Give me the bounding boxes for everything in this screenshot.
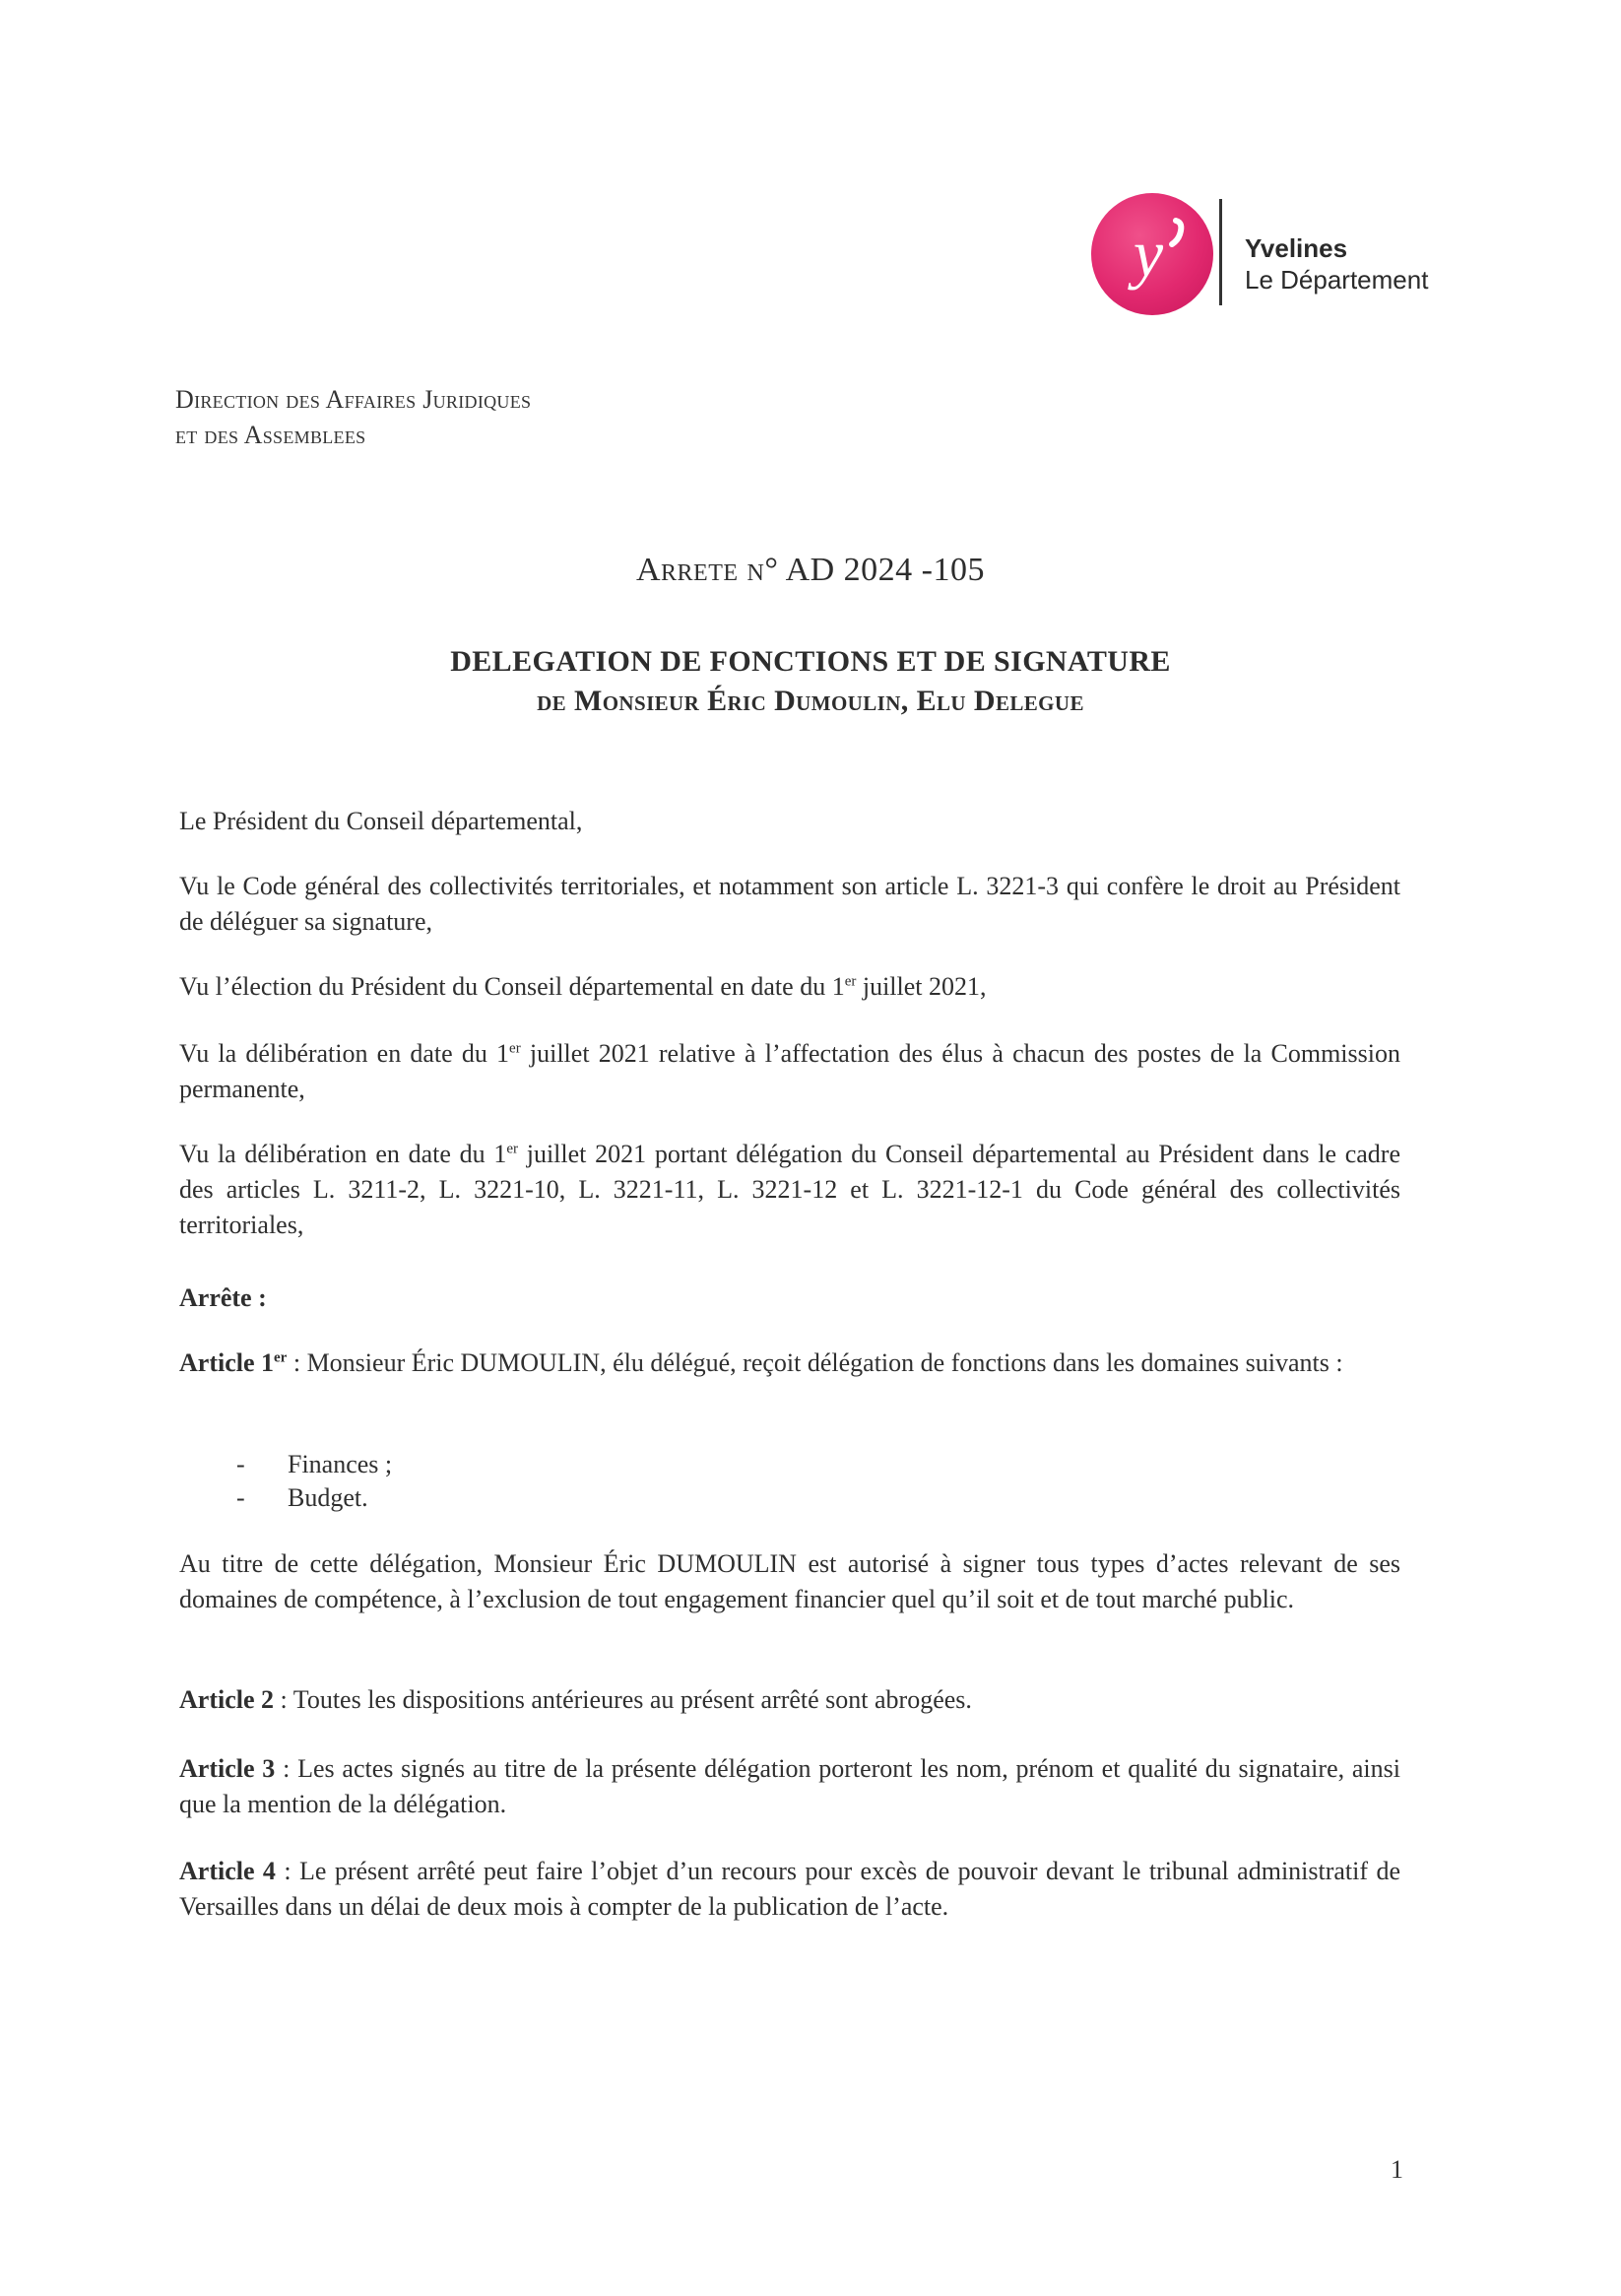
vu-paragraph-2: Vu l’élection du Président du Conseil départemental en date du 1er juillet 2021, [179,972,987,1001]
article-1: Article 1er : Monsieur Éric DUMOULIN, élu délégué, reçoit délégation de fonctions dans les domaines suivants : [179,1348,1343,1377]
article-2: Article 2 : Toutes les dispositions antérieures au présent arrêté sont abrogées. [179,1685,972,1714]
direction-line1: Direction des Affaires Juridiques [175,385,532,414]
subtitle-line1: DELEGATION DE FONCTIONS ET DE SIGNATURE [450,645,1171,678]
arrete-title: Arrete n° AD 2024 -105 [635,552,986,588]
yvelines-logo-mark-icon [1091,193,1213,315]
article-3-label: Article 3 [179,1754,276,1783]
yvelines-logo [1091,193,1446,311]
vu-paragraph-3: Vu la délibération en date du 1er juillet 2021 relative à l’affectation des élus à chacun des postes de la Commission permanente, [179,1039,1400,1103]
president-line: Le Président du Conseil départemental, [179,807,583,835]
svg-text:y: y [1133,216,1164,291]
logo-text [1245,232,1428,295]
list-item: - Budget. [236,1483,368,1512]
article-4: Article 4 : Le présent arrêté peut faire l’objet d’un recours pour excès de pouvoir devant le tribunal administratif de Versailles dans un délai de deux mois à compter de la publication de l’acte. [179,1857,1400,1921]
article-2-label: Article 2 [179,1685,275,1714]
article-4-label: Article 4 [179,1857,276,1885]
logo-name-line2: Le Département [1245,265,1429,295]
arrete-label: Arrête : [179,1283,267,1312]
list-item: - Finances ; [236,1450,393,1478]
logo-divider [1219,199,1222,305]
page-number: 1 [1391,2155,1403,2184]
direction-header [175,382,531,453]
vu-paragraph-4: Vu la délibération en date du 1er juillet 2021 portant délégation du Conseil départemental au Président dans le cadre des articles L. 3211-2, L. 3221-10, L. 3221-11, L. 3221-12 et L. 3221-12-1 du Code général des collectivités territoriales, [179,1140,1400,1239]
subtitle-line2: de Monsieur Éric Dumoulin, Elu Delegue [537,685,1084,717]
vu-paragraph-1: Vu le Code général des collectivités territoriales, et notamment son article L. 3221-3 qui confère le droit au Président de déléguer sa signature, [179,872,1400,936]
article-1-label: Article 1er [179,1348,288,1377]
logo-name-line1: Yvelines [1245,233,1348,263]
domains-list [236,1448,827,1515]
article-3: Article 3 : Les actes signés au titre de la présente délégation porteront les nom, prénom et qualité du signataire, ainsi que la mention de la délégation. [179,1754,1400,1818]
delegation-paragraph: Au titre de cette délégation, Monsieur Éric DUMOULIN est autorisé à signer tous types d’actes relevant de ses domaines de compétence, à l’exclusion de tout engagement financier quel qu’il soit et de tout marché public. [179,1549,1400,1613]
direction-line2: et des Assemblees [175,421,366,449]
